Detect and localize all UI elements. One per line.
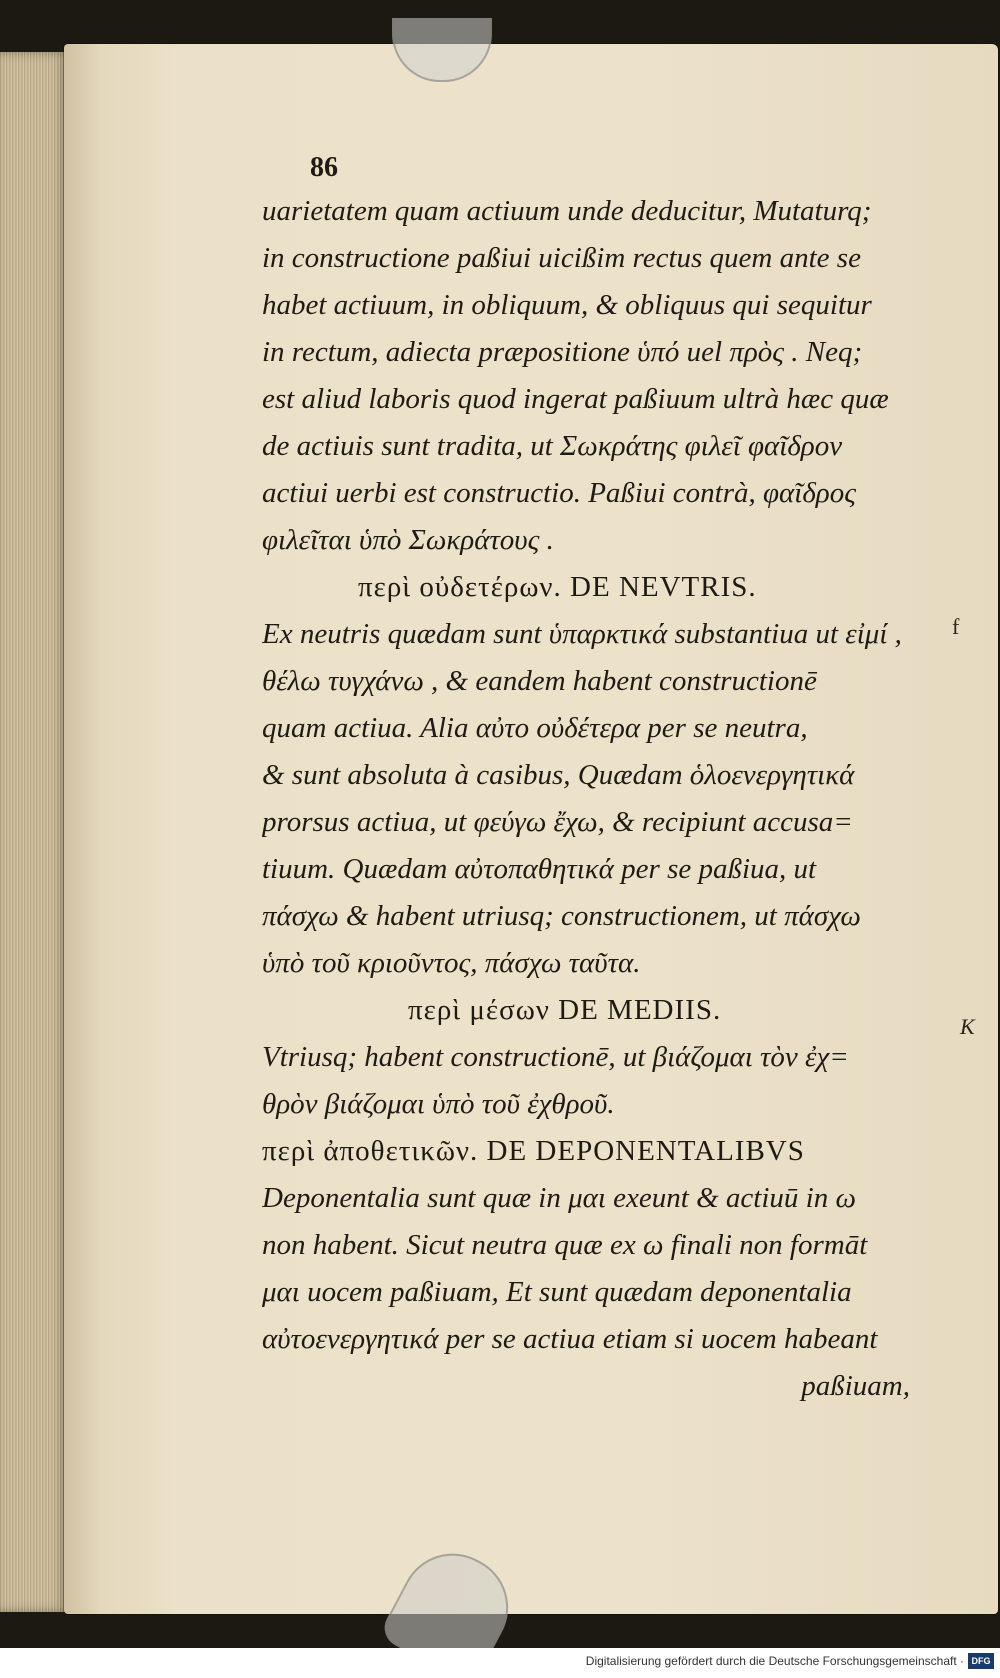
dfg-logo: DFG <box>968 1653 994 1669</box>
text-line: θρὸν βιάζομαι ὑπὸ τοῦ ἐχθροῦ. <box>262 1088 615 1120</box>
text-line: & sunt absoluta à casibus, Quædam ὁλοενεργητικά <box>262 759 855 791</box>
page-text-block <box>262 152 962 1410</box>
text-line: quam actiua. Alia αὐτο οὐδέτερα per se neutra, <box>262 712 808 744</box>
footer-credit: Digitalisierung gefördert durch die Deutsche Forschungsgemeinschaft · <box>585 1654 964 1668</box>
margin-mark-f: f <box>952 614 960 639</box>
text-line: non habent. Sicut neutra quæ ex ω finali non formāt <box>262 1229 868 1261</box>
text-line: in constructione paßiui uicißim rectus quem ante se <box>262 242 861 274</box>
text-line: habet actiuum, in obliquum, & obliquus qui sequitur <box>262 289 872 321</box>
section-heading-neutris: περὶ οὐδετέρων. DE NEVTRIS. <box>358 571 757 603</box>
text-line: πάσχω & habent utriusq; constructionem, ut πάσχω <box>262 900 861 932</box>
margin-mark-k: K <box>960 1014 975 1039</box>
text-line: αὐτοενεργητικά per se actiua etiam si uocem habeant <box>262 1323 878 1355</box>
book-page-edges <box>0 52 68 1612</box>
text-line: Vtriusq; habent constructionē, ut βιάζομαι τὸν ἐχ= <box>262 1041 849 1073</box>
footer-bar <box>0 1648 1000 1678</box>
text-line: ὑπὸ τοῦ κριοῦντος, πάσχω ταῦτα. <box>262 947 641 979</box>
text-line: Deponentalia sunt quæ in μαι exeunt & actiuū in ω <box>262 1182 856 1214</box>
page-number: 86 <box>310 152 338 183</box>
text-line: tiuum. Quædam αὐτοπαθητικά per se paßiua, ut <box>262 853 817 885</box>
text-line: est aliud laboris quod ingerat paßiuum ultrà hæc quæ <box>262 383 889 415</box>
text-line: de actiuis sunt tradita, ut Σωκράτης φιλεῖ φαῖδρον <box>262 430 843 462</box>
text-line: θέλω τυγχάνω , & eandem habent constructionē <box>262 665 817 697</box>
text-line: μαι uocem paßiuam, Et sunt quædam deponentalia <box>262 1276 852 1308</box>
text-line: in rectum, adiecta præpositione ὑπό uel πρὸς . Neq; <box>262 336 863 368</box>
text-line: φιλεῖται ὑπὸ Σωκράτους . <box>262 524 554 556</box>
text-line: actiui uerbi est constructio. Paßiui contrà, φαῖδρος <box>262 477 856 509</box>
section-heading-mediis: περὶ μέσων DE MEDIIS. <box>408 994 722 1026</box>
text-line: uarietatem quam actiuum unde deducitur, Mutaturq; <box>262 195 872 227</box>
text-line-catchword: paßiuam, <box>801 1370 910 1402</box>
text-line: prorsus actiua, ut φεύγω ἔχω, & recipiunt accusa= <box>262 806 853 838</box>
text-line: Ex neutris quædam sunt ὑπαρκτικά substantiua ut εἰμί , <box>262 618 902 650</box>
section-heading-deponentalibus: περὶ ἀποθετικῶν. DE DEPONENTALIBVS <box>262 1135 805 1167</box>
